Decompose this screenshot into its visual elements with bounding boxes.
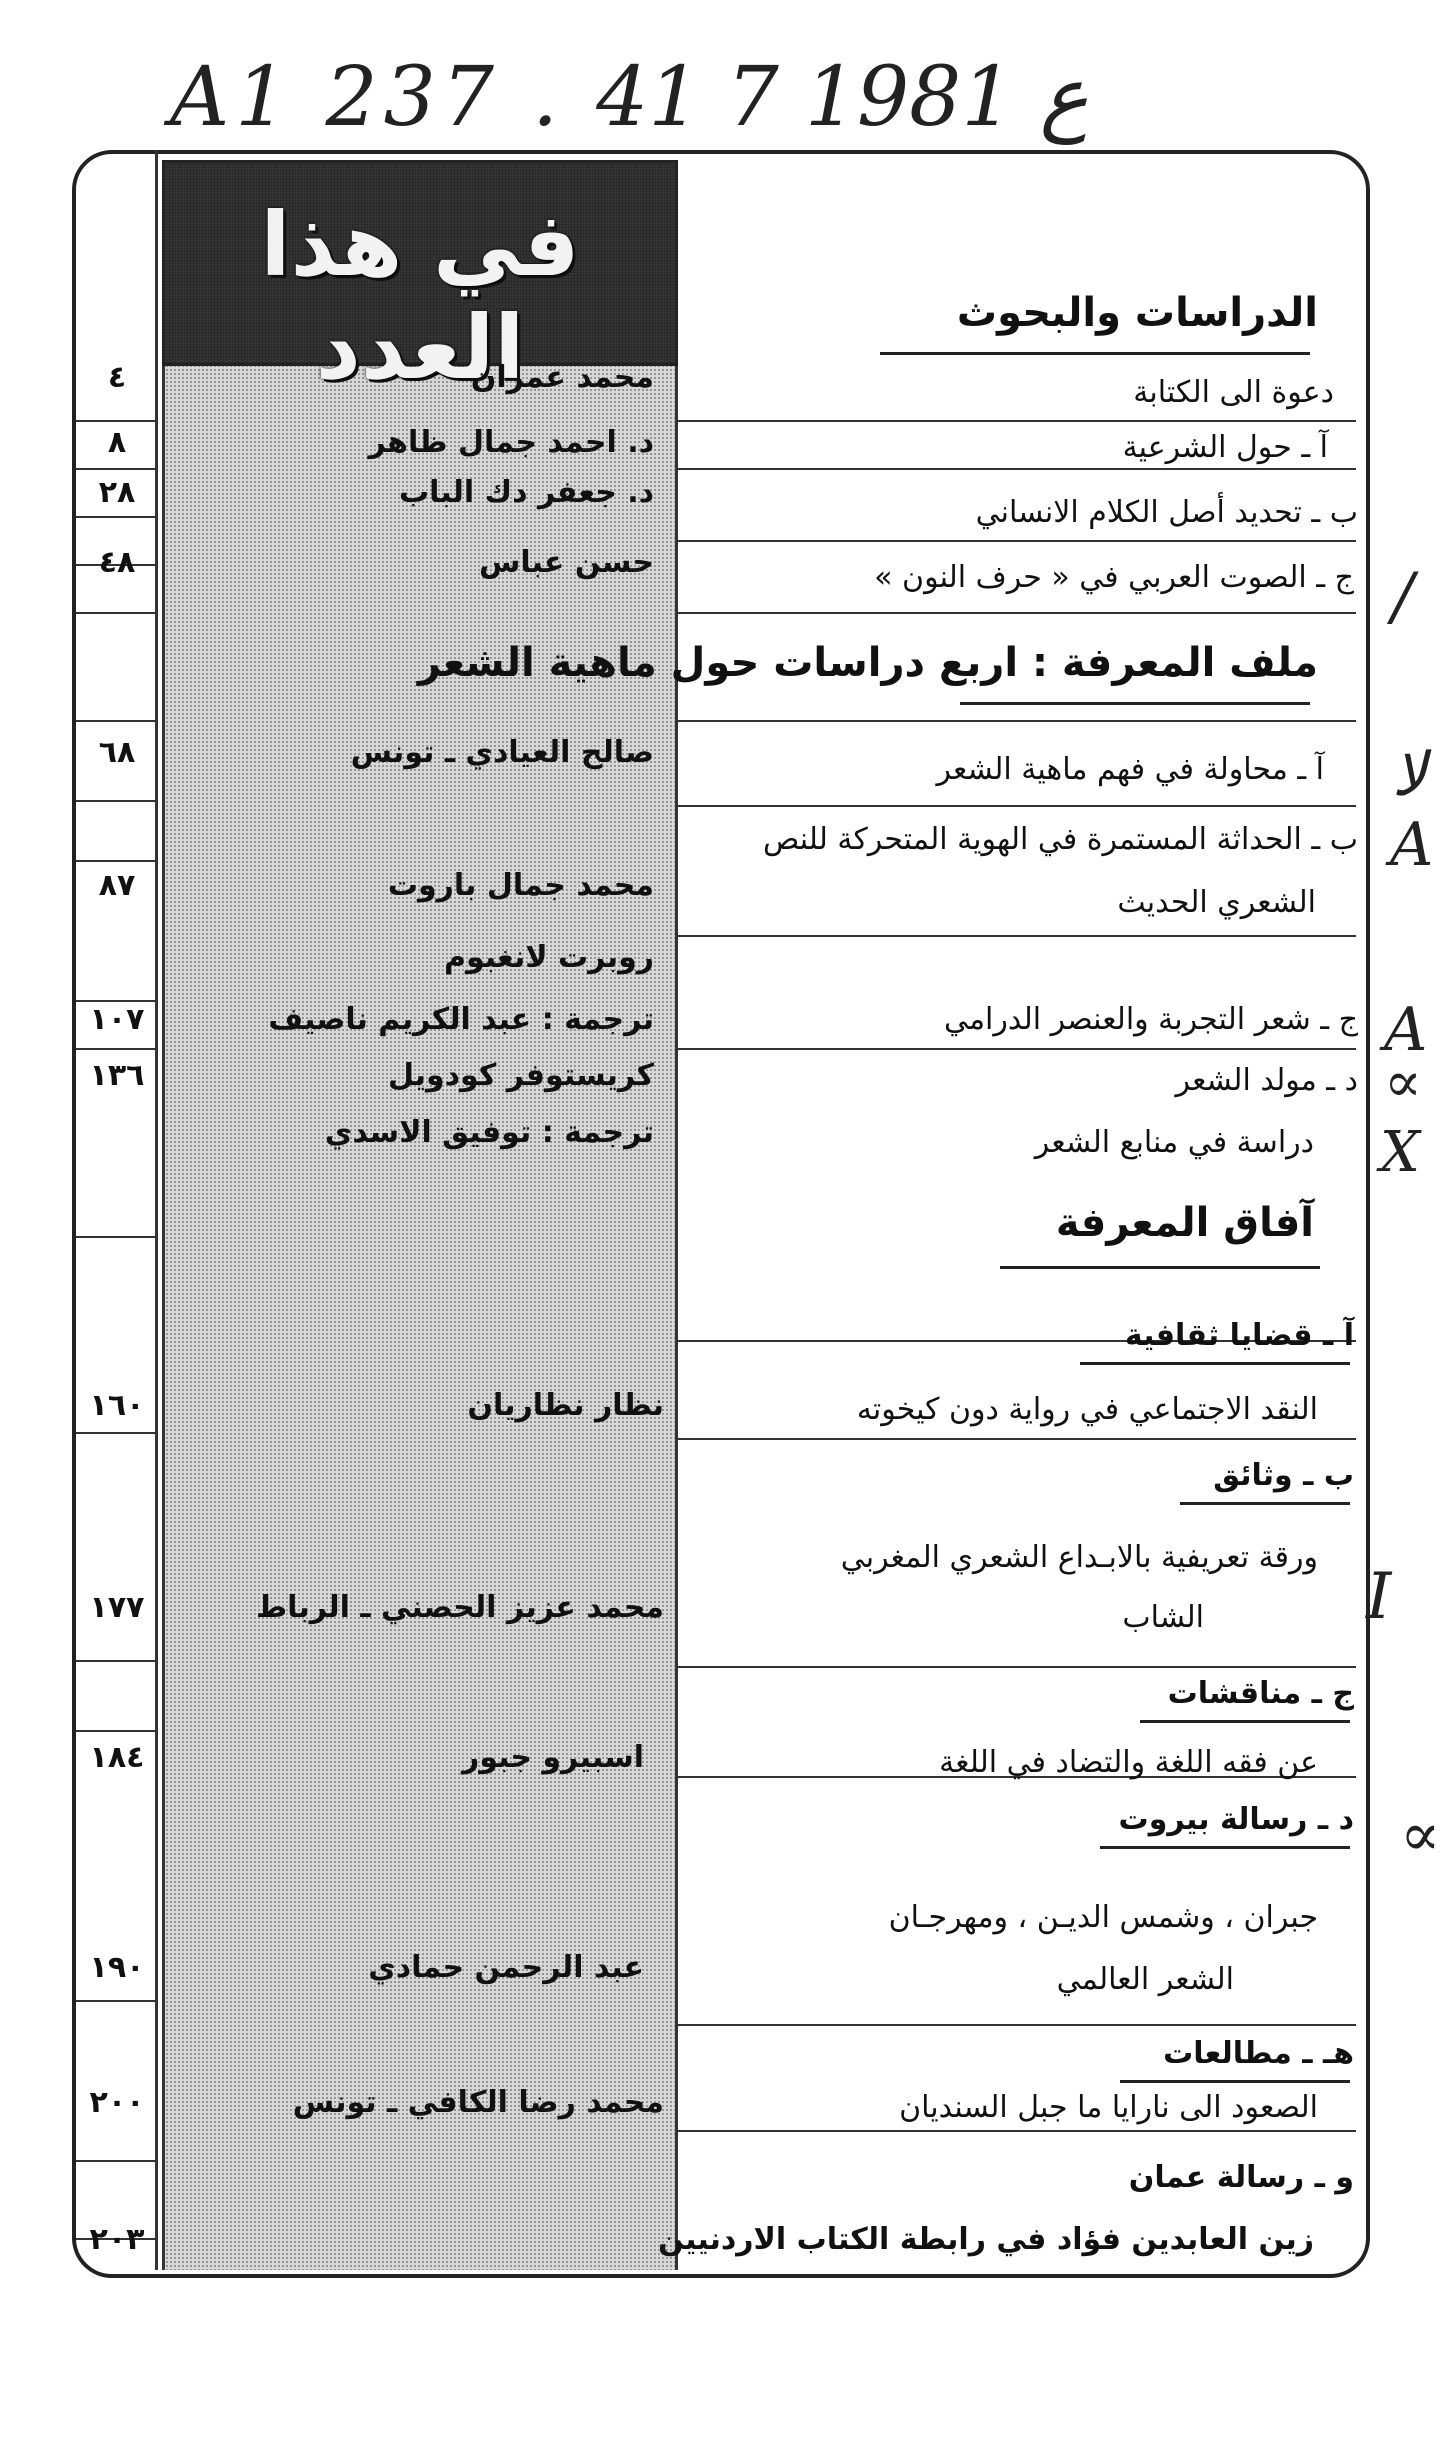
margin-mark: A: [1384, 995, 1428, 1065]
toc-title-continued: دراسة في منابع الشعر: [1034, 1125, 1314, 1160]
subsection-label: ب ـ وثائق: [1213, 1458, 1354, 1493]
page-row-separator: [76, 2000, 158, 2002]
page-row-separator: [76, 720, 158, 722]
toc-page: ١٨٤: [89, 1740, 145, 1775]
title-row-separator: [676, 540, 1356, 542]
toc-page: ٦٨: [98, 735, 136, 770]
toc-page: ١٠٧: [89, 1002, 145, 1037]
title-row-separator: [676, 612, 1356, 614]
toc-author: محمد عمران: [470, 360, 654, 395]
title-row-separator: [676, 1666, 1356, 1668]
toc-page: ١٩٠: [89, 1950, 145, 1985]
section-heading-dossier: ملف المعرفة : اربع دراسات حول ماهية الشعر: [417, 640, 1318, 686]
margin-mark: ﻻ: [1392, 740, 1427, 810]
page-row-separator: [76, 468, 158, 470]
page-row-separator: [76, 1730, 158, 1732]
margin-mark: I: [1366, 1560, 1392, 1634]
toc-author: صالح العيادي ـ تونس: [350, 735, 654, 770]
toc-author: عبد الرحمن حمادي: [368, 1950, 644, 1985]
toc-title: آ ـ حول الشرعية: [1122, 430, 1328, 465]
toc-page: ٨٧: [98, 868, 136, 903]
toc-title-continued: الشعري الحديث: [1117, 885, 1316, 920]
page-row-separator: [76, 1432, 158, 1434]
section-heading-horizons: آفاق المعرفة: [1055, 1200, 1314, 1246]
title-row-separator: [676, 935, 1356, 937]
toc-page: ٤: [107, 360, 127, 395]
toc-title: عن فقه اللغة والتضاد في اللغة: [939, 1745, 1318, 1780]
heading-underline: [880, 352, 1310, 355]
label-underline: [1180, 1502, 1350, 1505]
label-underline: [1100, 1846, 1350, 1849]
toc-translator: ترجمة : عبد الكريم ناصيف: [268, 1002, 654, 1037]
toc-page: ١٦٠: [89, 1388, 145, 1423]
label-underline: [1140, 1720, 1350, 1723]
toc-author: د. جعفر دك الباب: [398, 475, 654, 510]
toc-page: ٤٨: [98, 545, 136, 580]
page-row-separator: [76, 860, 158, 862]
subsection-label: د ـ رسالة بيروت: [1118, 1802, 1354, 1837]
title-row-separator: [676, 2024, 1356, 2026]
label-underline: [1080, 1362, 1350, 1365]
toc-page: ٢٠٣: [89, 2222, 145, 2257]
title-row-separator: [676, 1048, 1356, 1050]
toc-title-continued: الشاب: [1122, 1600, 1204, 1635]
toc-title: النقد الاجتماعي في رواية دون كيخوته: [856, 1392, 1318, 1427]
page-row-separator: [76, 1236, 158, 1238]
page-row-separator: [76, 612, 158, 614]
toc-title: دعوة الى الكتابة: [1133, 375, 1334, 410]
margin-mark: X: [1380, 1120, 1420, 1185]
page-row-separator: [76, 1048, 158, 1050]
page-row-separator: [76, 1660, 158, 1662]
toc-author: حسن عباس: [479, 545, 654, 580]
toc-title: ورقة تعريفية بالابـداع الشعري المغربي: [840, 1540, 1318, 1575]
toc-title: جبران ، وشمس الديـن ، ومهرجـان: [888, 1900, 1318, 1935]
margin-mark: /: [1392, 560, 1414, 634]
toc-title: ب ـ تحديد أصل الكلام الانساني: [975, 495, 1358, 530]
subsection-label: هـ ـ مطالعات: [1163, 2036, 1354, 2071]
subsection-label: آ ـ قضايا ثقافية: [1124, 1318, 1354, 1353]
toc-title: ب ـ الحداثة المستمرة في الهوية المتحركة للنص: [762, 822, 1358, 857]
toc-title: الصعود الى نارايا ما جبل السنديان: [899, 2090, 1318, 2125]
title-row-separator: [676, 720, 1356, 722]
subsection-label: و ـ رسالة عمان: [1128, 2160, 1354, 2195]
toc-translator: ترجمة : توفيق الاسدي: [324, 1115, 654, 1150]
heading-underline: [960, 702, 1310, 705]
toc-author: محمد عزيز الحصني ـ الرباط: [256, 1590, 664, 1625]
margin-mark: ∝: [1400, 1800, 1441, 1870]
margin-mark: A: [1390, 810, 1434, 880]
toc-page: ٨: [107, 425, 127, 460]
toc-title: ج ـ الصوت العربي في « حرف النون »: [874, 560, 1354, 595]
toc-author: روبرت لانغبوم: [443, 940, 654, 975]
handwritten-catalog-code: A1 237 . ع 1981 7 41: [170, 50, 1089, 145]
toc-title: آ ـ محاولة في فهم ماهية الشعر: [936, 752, 1324, 787]
title-row-separator: [676, 2130, 1356, 2132]
subsection-label: ج ـ مناقشات: [1167, 1676, 1354, 1711]
page-row-separator: [76, 2160, 158, 2162]
page-row-separator: [76, 516, 158, 518]
label-underline: [1120, 2080, 1350, 2083]
title-row-separator: [676, 1438, 1356, 1440]
toc-author: محمد جمال باروت: [387, 868, 654, 903]
toc-author: د. احمد جمال ظاهر: [368, 425, 654, 460]
section-heading-studies: الدراسات والبحوث: [956, 290, 1318, 336]
toc-page: ١٣٦: [89, 1058, 145, 1093]
toc-author: اسبيرو جبور: [462, 1740, 644, 1775]
title-row-separator: [676, 420, 1356, 422]
heading-underline: [1000, 1266, 1320, 1269]
toc-author: كريستوفر كودويل: [387, 1058, 654, 1093]
banner-title: في هذا العدد: [260, 193, 580, 399]
title-row-separator: [676, 468, 1356, 470]
toc-title-continued: الشعر العالمي: [1056, 1962, 1234, 1997]
toc-page: ٢٠٠: [89, 2085, 145, 2120]
toc-author: محمد رضا الكافي ـ تونس: [292, 2085, 664, 2120]
toc-title: ج ـ شعر التجربة والعنصر الدرامي: [943, 1002, 1358, 1037]
page-row-separator: [76, 800, 158, 802]
toc-author: نظار نظاريان: [467, 1388, 664, 1423]
page-row-separator: [76, 420, 158, 422]
toc-title: زين العابدين فؤاد في رابطة الكتاب الاردنيين: [658, 2222, 1314, 2257]
toc-page: ١٧٧: [89, 1590, 145, 1625]
title-row-separator: [676, 805, 1356, 807]
toc-title: د ـ مولد الشعر: [1175, 1063, 1358, 1098]
toc-page: ٢٨: [98, 475, 136, 510]
margin-mark: ∝: [1384, 1050, 1422, 1115]
